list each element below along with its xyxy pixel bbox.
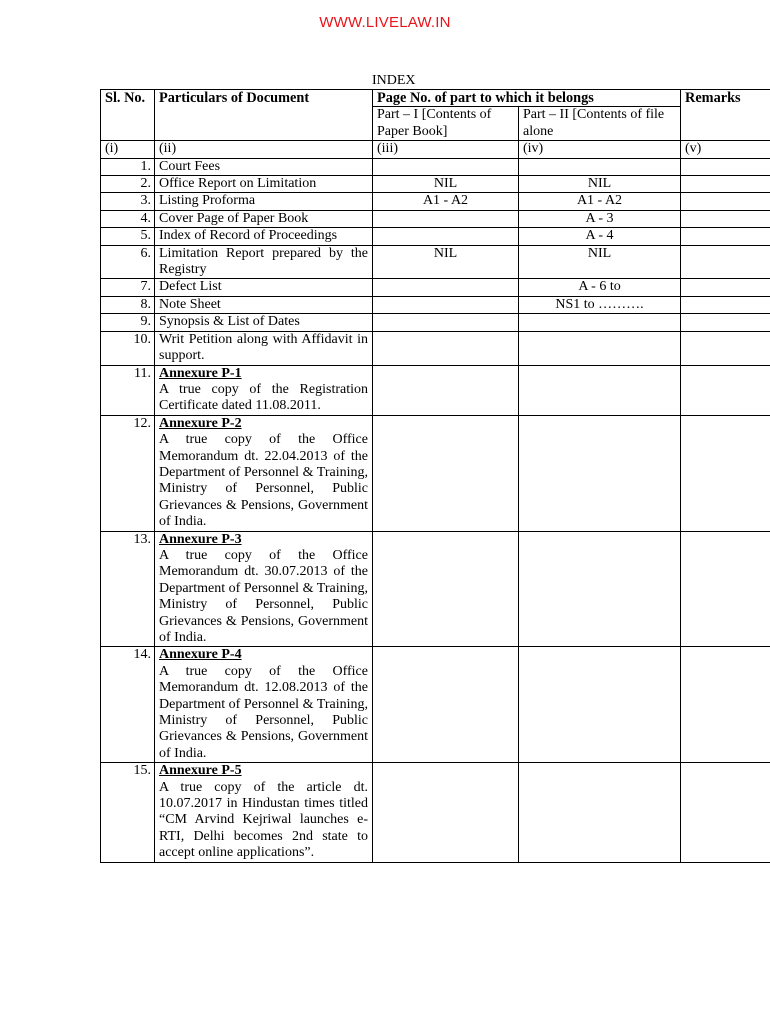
header-particulars: Particulars of Document <box>155 90 373 141</box>
annexure-sl-no: 15. <box>101 763 155 862</box>
row-remarks <box>681 176 770 193</box>
row-sl-no: 10. <box>101 331 155 365</box>
row-part2-page <box>519 314 681 331</box>
row-particulars: Note Sheet <box>155 296 373 313</box>
annexure-part2-page <box>519 763 681 862</box>
annexure-row <box>101 415 770 531</box>
annexure-part1-page <box>373 531 519 647</box>
annexure-part2-page <box>519 647 681 763</box>
row-particulars: Limitation Report prepared by the Registry <box>155 245 373 279</box>
row-sl-no: 9. <box>101 314 155 331</box>
row-remarks <box>681 331 770 365</box>
row-remarks <box>681 245 770 279</box>
column-number-row <box>101 141 770 158</box>
row-part2-page <box>519 331 681 365</box>
row-part2-page <box>519 158 681 175</box>
table-row <box>101 314 770 331</box>
annexure-description: A true copy of the Office Memorandum dt. 12.08.2013 of the Department of Personnel & Training, Ministry of Personnel, Public Grievances & Pensions, Government of India. <box>159 663 368 761</box>
annexure-row <box>101 647 770 763</box>
col-num-i: (i) <box>101 141 155 158</box>
annexure-title: Annexure P-2 <box>159 415 242 431</box>
header-part2: Part – II [Contents of file alone <box>519 107 681 141</box>
header-remarks: Remarks <box>681 90 770 141</box>
annexure-remarks <box>681 531 770 647</box>
row-particulars: Cover Page of Paper Book <box>155 210 373 227</box>
annexure-part1-page <box>373 647 519 763</box>
index-table-body <box>101 90 770 863</box>
row-part2-page: A1 - A2 <box>519 193 681 210</box>
row-sl-no: 5. <box>101 228 155 245</box>
annexure-remarks <box>681 763 770 862</box>
row-part2-page: A - 6 to <box>519 279 681 296</box>
annexure-sl-no: 12. <box>101 415 155 531</box>
table-row <box>101 228 770 245</box>
annexure-title: Annexure P-3 <box>159 531 242 547</box>
header-part1: Part – I [Contents of Paper Book] <box>373 107 519 141</box>
col-num-ii: (ii) <box>155 141 373 158</box>
table-row <box>101 331 770 365</box>
table-row <box>101 193 770 210</box>
row-sl-no: 4. <box>101 210 155 227</box>
header-page-no: Page No. of part to which it belongs <box>373 90 681 107</box>
annexure-particulars <box>155 763 373 862</box>
annexure-remarks <box>681 365 770 415</box>
row-part1-page: NIL <box>373 176 519 193</box>
col-num-iv: (iv) <box>519 141 681 158</box>
annexure-part2-page <box>519 531 681 647</box>
annexure-row <box>101 763 770 862</box>
row-remarks <box>681 279 770 296</box>
row-part2-page: NIL <box>519 176 681 193</box>
row-particulars: Office Report on Limitation <box>155 176 373 193</box>
table-row <box>101 158 770 175</box>
annexure-sl-no: 14. <box>101 647 155 763</box>
annexure-row <box>101 365 770 415</box>
row-remarks <box>681 193 770 210</box>
annexure-part2-page <box>519 365 681 415</box>
row-part2-page: A - 4 <box>519 228 681 245</box>
row-particulars: Listing Proforma <box>155 193 373 210</box>
col-num-v: (v) <box>681 141 770 158</box>
row-part1-page <box>373 296 519 313</box>
header-row <box>101 90 770 107</box>
table-row <box>101 210 770 227</box>
annexure-sl-no: 13. <box>101 531 155 647</box>
row-particulars: Index of Record of Proceedings <box>155 228 373 245</box>
col-num-iii: (iii) <box>373 141 519 158</box>
annexure-description: A true copy of the Office Memorandum dt. 22.04.2013 of the Department of Personnel & Training, Ministry of Personnel, Public Grievances & Pensions, Government of India. <box>159 432 368 530</box>
annexure-description: A true copy of the Office Memorandum dt. 30.07.2013 of the Department of Personnel & Training, Ministry of Personnel, Public Grievances & Pensions, Government of India. <box>159 547 368 645</box>
annexure-title: Annexure P-1 <box>159 365 242 381</box>
row-particulars: Writ Petition along with Affidavit in support. <box>155 331 373 365</box>
table-row <box>101 245 770 279</box>
annexure-sl-no: 11. <box>101 365 155 415</box>
header-sl-no: Sl. No. <box>101 90 155 141</box>
row-sl-no: 1. <box>101 158 155 175</box>
row-part2-page: A - 3 <box>519 210 681 227</box>
row-remarks <box>681 158 770 175</box>
annexure-particulars <box>155 415 373 531</box>
row-part1-page <box>373 158 519 175</box>
annexure-title: Annexure P-5 <box>159 763 242 779</box>
row-particulars: Court Fees <box>155 158 373 175</box>
row-sl-no: 7. <box>101 279 155 296</box>
row-sl-no: 8. <box>101 296 155 313</box>
row-sl-no: 2. <box>101 176 155 193</box>
annexure-particulars <box>155 365 373 415</box>
index-table <box>100 89 770 863</box>
annexure-part1-page <box>373 763 519 862</box>
row-part2-page: NS1 to ………. <box>519 296 681 313</box>
annexure-description: A true copy of the article dt. 10.07.2017 in Hindustan times titled “CM Arvind Kejriwal launches e-RTI, Delhi becomes 2nd state to accept online applications”. <box>159 779 368 861</box>
row-sl-no: 3. <box>101 193 155 210</box>
index-title: INDEX <box>372 73 416 88</box>
row-part1-page <box>373 279 519 296</box>
watermark: WWW.LIVELAW.IN <box>319 14 451 31</box>
annexure-particulars <box>155 647 373 763</box>
annexure-part1-page <box>373 415 519 531</box>
annexure-remarks <box>681 415 770 531</box>
annexure-description: A true copy of the Registration Certificate dated 11.08.2011. <box>159 381 368 414</box>
annexure-title: Annexure P-4 <box>159 647 242 663</box>
annexure-particulars <box>155 531 373 647</box>
row-particulars: Defect List <box>155 279 373 296</box>
table-row <box>101 176 770 193</box>
annexure-row <box>101 531 770 647</box>
annexure-part2-page <box>519 415 681 531</box>
row-part2-page: NIL <box>519 245 681 279</box>
row-part1-page <box>373 314 519 331</box>
annexure-part1-page <box>373 365 519 415</box>
row-part1-page: NIL <box>373 245 519 279</box>
table-row <box>101 296 770 313</box>
row-sl-no: 6. <box>101 245 155 279</box>
row-particulars: Synopsis & List of Dates <box>155 314 373 331</box>
row-remarks <box>681 314 770 331</box>
row-remarks <box>681 296 770 313</box>
table-row <box>101 279 770 296</box>
row-remarks <box>681 228 770 245</box>
row-part1-page: A1 - A2 <box>373 193 519 210</box>
row-part1-page <box>373 210 519 227</box>
row-remarks <box>681 210 770 227</box>
annexure-remarks <box>681 647 770 763</box>
row-part1-page <box>373 331 519 365</box>
row-part1-page <box>373 228 519 245</box>
